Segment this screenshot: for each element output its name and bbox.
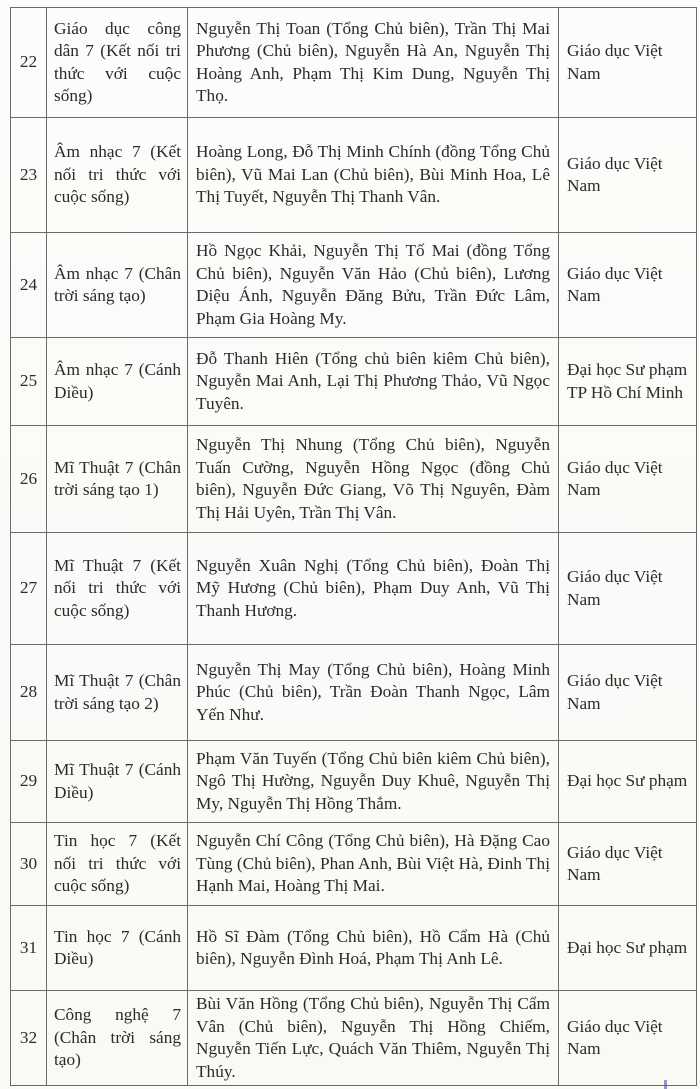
table-row xyxy=(11,823,697,906)
publisher-cell: Giáo dục Việt Nam xyxy=(559,645,697,741)
authors-cell: Nguyễn Thị Toan (Tổng Chủ biên), Trần Thị Mai Phương (Chủ biên), Nguyễn Hà An, Nguyễn Thị Hoàng Anh, Phạm Thị Kim Dung, Nguyễn Thị Thọ. xyxy=(188,8,559,118)
publisher-cell: Giáo dục Việt Nam xyxy=(559,533,697,645)
table-row xyxy=(11,533,697,645)
book-title-cell: Mĩ Thuật 7 (Kết nối tri thức với cuộc sống) xyxy=(47,533,188,645)
row-number-cell: 28 xyxy=(11,645,47,741)
row-number-cell: 24 xyxy=(11,233,47,338)
row-number-cell: 32 xyxy=(11,991,47,1086)
book-title-cell: Tin học 7 (Cánh Diều) xyxy=(47,906,188,991)
table-row xyxy=(11,741,697,823)
book-title-cell: Mĩ Thuật 7 (Cánh Diều) xyxy=(47,741,188,823)
authors-cell: Hồ Sĩ Đàm (Tổng Chủ biên), Hồ Cẩm Hà (Chủ biên), Nguyễn Đình Hoá, Phạm Thị Anh Lê. xyxy=(188,906,559,991)
textbook-table-body xyxy=(11,8,697,1086)
table-row xyxy=(11,426,697,533)
publisher-cell: Đại học Sư phạm xyxy=(559,906,697,991)
table-row xyxy=(11,906,697,991)
publisher-cell: Đại học Sư phạm TP Hồ Chí Minh xyxy=(559,338,697,426)
authors-cell: Nguyễn Xuân Nghị (Tổng Chủ biên), Đoàn Thị Mỹ Hương (Chủ biên), Phạm Duy Anh, Vũ Thị Thanh Hương. xyxy=(188,533,559,645)
row-number-cell: 26 xyxy=(11,426,47,533)
authors-cell: Nguyễn Thị Nhung (Tổng Chủ biên), Nguyễn Tuấn Cường, Nguyễn Hồng Ngọc (đồng Chủ biên), Nguyễn Đức Giang, Võ Thị Nguyên, Đàm Thị Hải Uyên, Trần Thị Vân. xyxy=(188,426,559,533)
row-number-cell: 29 xyxy=(11,741,47,823)
authors-cell: Nguyễn Thị May (Tổng Chủ biên), Hoàng Minh Phúc (Chủ biên), Trần Đoàn Thanh Ngọc, Lâm Yến Như. xyxy=(188,645,559,741)
table-row xyxy=(11,233,697,338)
book-title-cell: Tin học 7 (Kết nối tri thức với cuộc sống) xyxy=(47,823,188,906)
book-title-cell: Mĩ Thuật 7 (Chân trời sáng tạo 1) xyxy=(47,426,188,533)
row-number-cell: 27 xyxy=(11,533,47,645)
scan-artifact-mark xyxy=(664,1080,667,1089)
row-number-cell: 31 xyxy=(11,906,47,991)
publisher-cell: Giáo dục Việt Nam xyxy=(559,233,697,338)
publisher-cell: Giáo dục Việt Nam xyxy=(559,991,697,1086)
authors-cell: Bùi Văn Hồng (Tổng Chủ biên), Nguyễn Thị Cẩm Vân (Chủ biên), Nguyễn Thị Hồng Chiếm, Nguyễn Tiến Lực, Quách Văn Thiêm, Nguyễn Thị Thúy. xyxy=(188,991,559,1086)
book-title-cell: Mĩ Thuật 7 (Chân trời sáng tạo 2) xyxy=(47,645,188,741)
authors-cell: Nguyễn Chí Công (Tổng Chủ biên), Hà Đặng Cao Tùng (Chủ biên), Phan Anh, Bùi Việt Hà, Đinh Thị Hạnh Mai, Hoàng Thị Mai. xyxy=(188,823,559,906)
book-title-cell: Âm nhạc 7 (Chân trời sáng tạo) xyxy=(47,233,188,338)
table-row xyxy=(11,338,697,426)
publisher-cell: Giáo dục Việt Nam xyxy=(559,426,697,533)
textbook-table xyxy=(10,7,697,1086)
publisher-cell: Giáo dục Việt Nam xyxy=(559,8,697,118)
publisher-cell: Giáo dục Việt Nam xyxy=(559,118,697,233)
table-row xyxy=(11,8,697,118)
publisher-cell: Đại học Sư phạm xyxy=(559,741,697,823)
row-number-cell: 22 xyxy=(11,8,47,118)
row-number-cell: 25 xyxy=(11,338,47,426)
row-number-cell: 30 xyxy=(11,823,47,906)
book-title-cell: Giáo dục công dân 7 (Kết nối tri thức với cuộc sống) xyxy=(47,8,188,118)
table-row xyxy=(11,645,697,741)
authors-cell: Phạm Văn Tuyến (Tổng Chủ biên kiêm Chủ biên), Ngô Thị Hường, Nguyễn Duy Khuê, Nguyễn Thị My, Nguyễn Thị Hồng Thắm. xyxy=(188,741,559,823)
book-title-cell: Công nghệ 7 (Chân trời sáng tạo) xyxy=(47,991,188,1086)
table-row xyxy=(11,118,697,233)
row-number-cell: 23 xyxy=(11,118,47,233)
table-row xyxy=(11,991,697,1086)
publisher-cell: Giáo dục Việt Nam xyxy=(559,823,697,906)
authors-cell: Đỗ Thanh Hiên (Tổng chủ biên kiêm Chủ biên), Nguyễn Mai Anh, Lại Thị Phương Thảo, Vũ Ngọc Tuyên. xyxy=(188,338,559,426)
authors-cell: Hoàng Long, Đỗ Thị Minh Chính (đồng Tổng Chủ biên), Vũ Mai Lan (Chủ biên), Bùi Minh Hoa, Lê Thị Tuyết, Nguyễn Thị Thanh Vân. xyxy=(188,118,559,233)
book-title-cell: Âm nhạc 7 (Cánh Diều) xyxy=(47,338,188,426)
authors-cell: Hồ Ngọc Khải, Nguyễn Thị Tố Mai (đồng Tổng Chủ biên), Nguyễn Văn Hảo (Chủ biên), Lương Diệu Ánh, Nguyễn Đăng Bửu, Trần Đức Lâm, Phạm Gia Hoàng My. xyxy=(188,233,559,338)
book-title-cell: Âm nhạc 7 (Kết nối tri thức với cuộc sống) xyxy=(47,118,188,233)
